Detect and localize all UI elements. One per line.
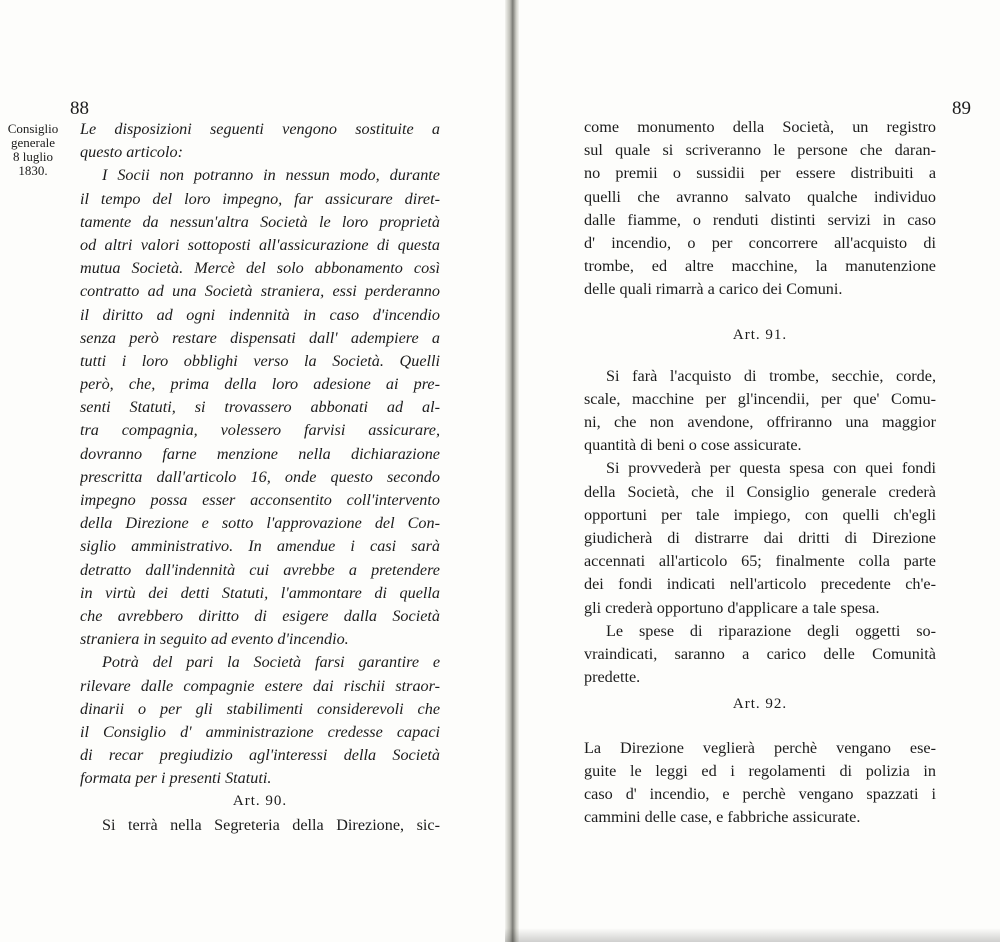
text-line: d' incendio, o per concorrere all'acquisto di: [584, 233, 936, 252]
page-edge-shadow: [505, 928, 1000, 942]
text-line: predette.: [584, 668, 641, 687]
text-line: Si terrà nella Segreteria della Direzione, sic-: [102, 815, 440, 834]
margin-note-line: 8 luglio: [12, 149, 54, 164]
text-line: dei fondi indicati nell'articolo precedente ch'e-: [584, 575, 936, 594]
text-line: il diritto ad ogni indennità in caso d'incendio: [80, 305, 440, 324]
text-line: ni, che non avendone, offriranno una maggior: [584, 413, 936, 432]
spacer: [584, 347, 936, 365]
book-gutter: [505, 0, 519, 942]
article-heading: Art. 91.: [732, 326, 788, 343]
text-line: quantità di beni o cose assicurate.: [584, 436, 802, 455]
text-line: siglio amministrativo. In amendue i casi sarà: [80, 537, 440, 556]
text-line: in virtù dei detti Statuti, l'ammontare di quella: [80, 583, 440, 602]
right-page-text: [584, 116, 936, 829]
text-line: opportuni per tale impiego, con quelli ch'egli: [584, 505, 936, 524]
text-line: tamente da nessun'altra Società le loro proprietà: [80, 212, 440, 231]
text-line: cammini delle case, e fabbriche assicurate.: [584, 808, 861, 827]
text-line: tutti i loro obblighi verso la Società. Quelli: [80, 351, 440, 370]
text-line: dovranno farne menzione nella dichiarazione: [80, 444, 440, 463]
text-line: trombe, ed altre macchine, la manutenzione: [584, 257, 936, 276]
page-number-left: 88: [70, 98, 89, 119]
text-line: il Consiglio d' amministrazione credesse capaci: [80, 722, 440, 741]
text-line: prescritta dall'articolo 16, onde questo secondo: [80, 467, 440, 486]
text-line: però, che, prima della loro adesione ai pre-: [80, 375, 440, 394]
text-line: della Società, che il Consiglio generale crederà: [584, 482, 936, 501]
text-line: delle quali rimarrà a carico dei Comuni.: [584, 280, 843, 299]
spacer: [584, 302, 936, 324]
text-line: formata per i presenti Statuti.: [80, 769, 272, 788]
text-line: Le disposizioni seguenti vengono sostituite a: [80, 120, 440, 138]
text-line: Le spese di riparazione degli oggetti so-: [606, 621, 936, 640]
text-line: Si farà l'acquisto di trombe, secchie, corde,: [606, 366, 936, 385]
text-line: vraindicati, saranno a carico delle Comunità: [584, 644, 936, 663]
text-line: straniera in seguito ad evento d'incendio.: [80, 630, 349, 649]
text-line: I Socii non potranno in nessun modo, durante: [102, 166, 440, 185]
spacer: [584, 717, 936, 737]
text-line: sul quale si scriveranno le persone che daran-: [584, 141, 936, 160]
text-line: guite le leggi ed i regolamenti di polizia in: [584, 761, 936, 780]
text-line: questo articolo:: [80, 143, 183, 162]
text-line: gli crederà opportuno d'applicare a tale spesa.: [584, 598, 880, 617]
text-line: impegno possa esser acconsentito coll'intervento: [80, 491, 440, 509]
margin-note-line: Consiglio: [7, 121, 59, 136]
text-line: il tempo del loro impegno, far assicurare diret-: [80, 189, 440, 208]
margin-note-line: generale: [10, 135, 56, 150]
text-line: no premii o sussidii per essere distribuiti a: [584, 164, 936, 183]
text-line: giudicherà di distrarre dai dritti di Direzione: [584, 529, 936, 547]
text-line: mutua Società. Mercè del solo abbonamento così: [80, 259, 440, 278]
text-line: che avrebbero diritto di esigere dalla Società: [80, 606, 440, 625]
text-line: dinarii o per gli stabilimenti considerevoli che: [80, 699, 440, 718]
text-line: detratto dall'indennità cui avrebbe a pretendere: [80, 560, 440, 579]
text-line: od altri valori sottoposti all'assicurazione di questa: [80, 235, 440, 254]
text-line: La Direzione veglierà perchè vengano ese-: [584, 738, 936, 757]
left-page-text: [80, 118, 440, 837]
article-heading: Art. 90.: [232, 793, 288, 810]
text-line: Si provvederà per questa spesa con quei fondi: [606, 459, 936, 478]
text-line: contratto ad una Società straniera, essi perderanno: [80, 282, 440, 301]
margin-note: [2, 122, 64, 178]
text-line: di recar pregiudizio agl'interessi della Società: [80, 746, 440, 765]
text-line: caso d' incendio, e perchè vengano spazzati i: [584, 784, 936, 803]
text-line: dalle fiamme, o renduti distinti servizi in caso: [584, 210, 936, 229]
text-line: scale, macchine per gl'incendii, per que' Comu-: [584, 389, 936, 408]
text-line: Potrà del pari la Società farsi garantire e: [102, 653, 440, 672]
text-line: accennati all'articolo 65; finalmente colla parte: [584, 552, 936, 571]
article-heading: Art. 92.: [732, 696, 788, 713]
text-line: rilevare dalle compagnie estere dai rischii straor-: [80, 676, 440, 695]
text-line: della Direzione e sotto l'approvazione del Con-: [80, 514, 440, 533]
text-line: come monumento della Società, un registro: [584, 118, 936, 136]
text-line: tra compagnia, volessero farvisi assicurare,: [80, 421, 440, 440]
text-line: senti Statuti, si trovassero abbonati ad al-: [80, 398, 440, 417]
text-line: senza però restare dispensati dall' adempiere a: [80, 328, 440, 347]
text-line: quelli che avranno salvato qualche individuo: [584, 187, 936, 206]
page-number-right: 89: [952, 98, 971, 119]
margin-note-line: 1830.: [18, 163, 48, 178]
